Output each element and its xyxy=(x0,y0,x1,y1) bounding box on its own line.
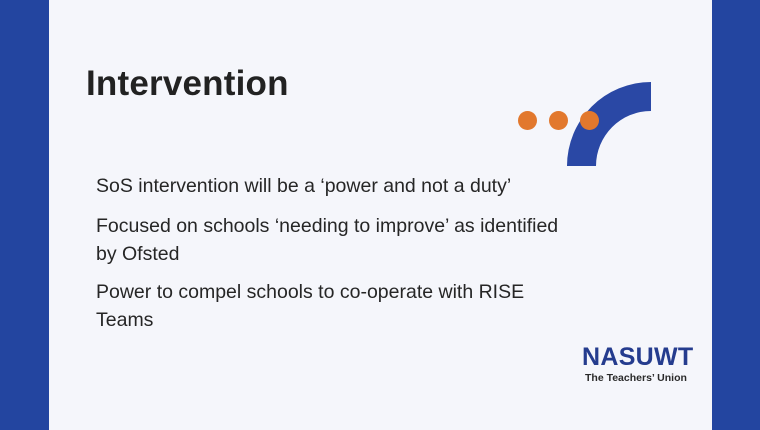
slide-title: Intervention xyxy=(86,64,289,103)
nasuwt-logo xyxy=(582,343,702,385)
logo-name: NASUWT xyxy=(582,343,694,371)
orange-dot-2 xyxy=(549,111,568,130)
bullet-item-power-to-compel: Power to compel schools to co-operate with RISE Teams xyxy=(96,281,525,331)
presentation-slide xyxy=(49,0,712,430)
bullet-item-sos-intervention: SoS intervention will be a ‘power and not a duty’ xyxy=(96,175,512,197)
bullet-list xyxy=(96,172,576,344)
orange-dot-1 xyxy=(518,111,537,130)
quarter-ring-shape xyxy=(567,82,651,166)
bullet-item-focused-schools: Focused on schools ‘needing to improve’ as identified by Ofsted xyxy=(96,215,559,265)
orange-dot-3 xyxy=(580,111,599,130)
logo-tagline: The Teachers’ Union xyxy=(585,372,687,384)
